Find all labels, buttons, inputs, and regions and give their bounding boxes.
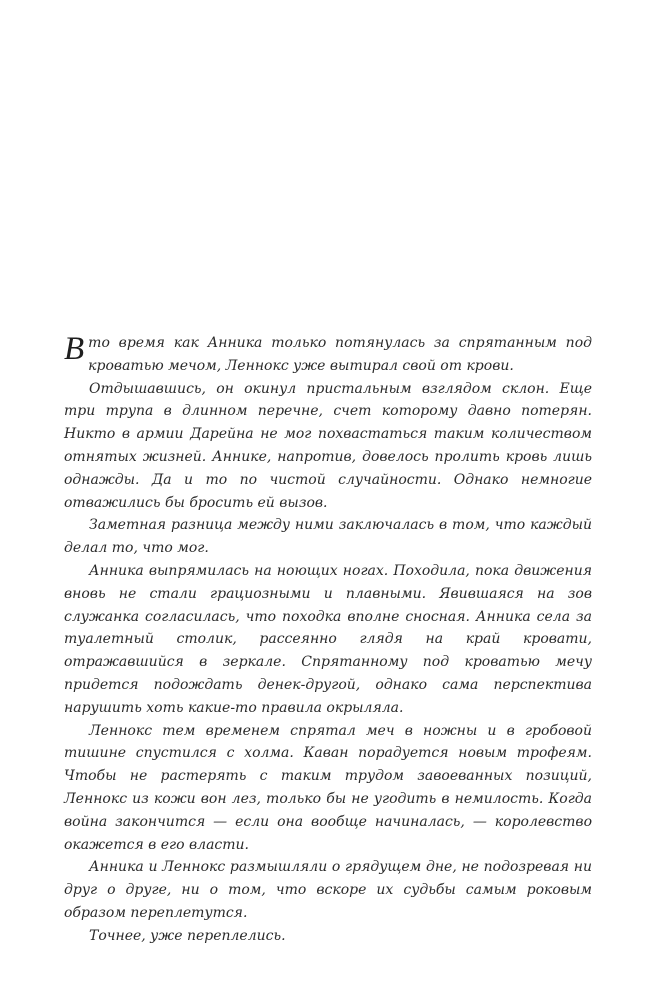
drop-cap: В — [64, 331, 85, 367]
chapter-text — [64, 332, 592, 948]
paragraph-7: Точнее, уже переплелись. — [89, 927, 286, 944]
paragraph-4: Анника выпрямилась на ноющих ногах. Походила, пока движения вновь не стали грациозными и плавными. Явившаяся на зов служанка согласилась, что походка вполне сносная. Анника села за туалетный столик, рассеянно глядя на край кровати, отражавшийся в зеркале. Спрятанному под кроватью мечу придется подождать денек-другой, однако сама перспектива нарушить хоть какие-то правила окрыляла. — [64, 562, 592, 716]
paragraph-3: Заметная разница между ними заключалась в том, что каждый делал то, что мог. — [64, 517, 592, 557]
paragraph-2: Отдышавшись, он окинул пристальным взглядом склон. Еще три трупа в длинном перечне, счет которому давно потерян. Никто в армии Дарейна не мог похвастаться таким количеством отнятых жизней. Аннике, напротив, довелось пролить кровь лишь однажды. Да и то по чистой случайности. Однако немногие отважились бы бросить ей вызов. — [64, 380, 592, 511]
paragraph-5: Леннокс тем временем спрятал меч в ножны и в гробовой тишине спустился с холма. Каван порадуется новым трофеям. Чтобы не растерять с таким трудом завоеванных позиций, Леннокс из кожи вон лез, только бы не угодить в немилость. Когда война закончится — если она вообще начиналась, — королевство окажется в его власти. — [64, 722, 592, 853]
paragraph-1-text: то время как Анника только потянулась за спрятанным под кроватью мечом, Леннокс уже вытирал свой от крови. — [88, 335, 592, 374]
paragraph-1 — [64, 332, 592, 378]
paragraph-6: Анника и Леннокс размышляли о грядущем дне, не подозревая ни друг о друге, ни о том, что вскоре их судьбы самым роковым образом переплетутся. — [64, 859, 592, 921]
